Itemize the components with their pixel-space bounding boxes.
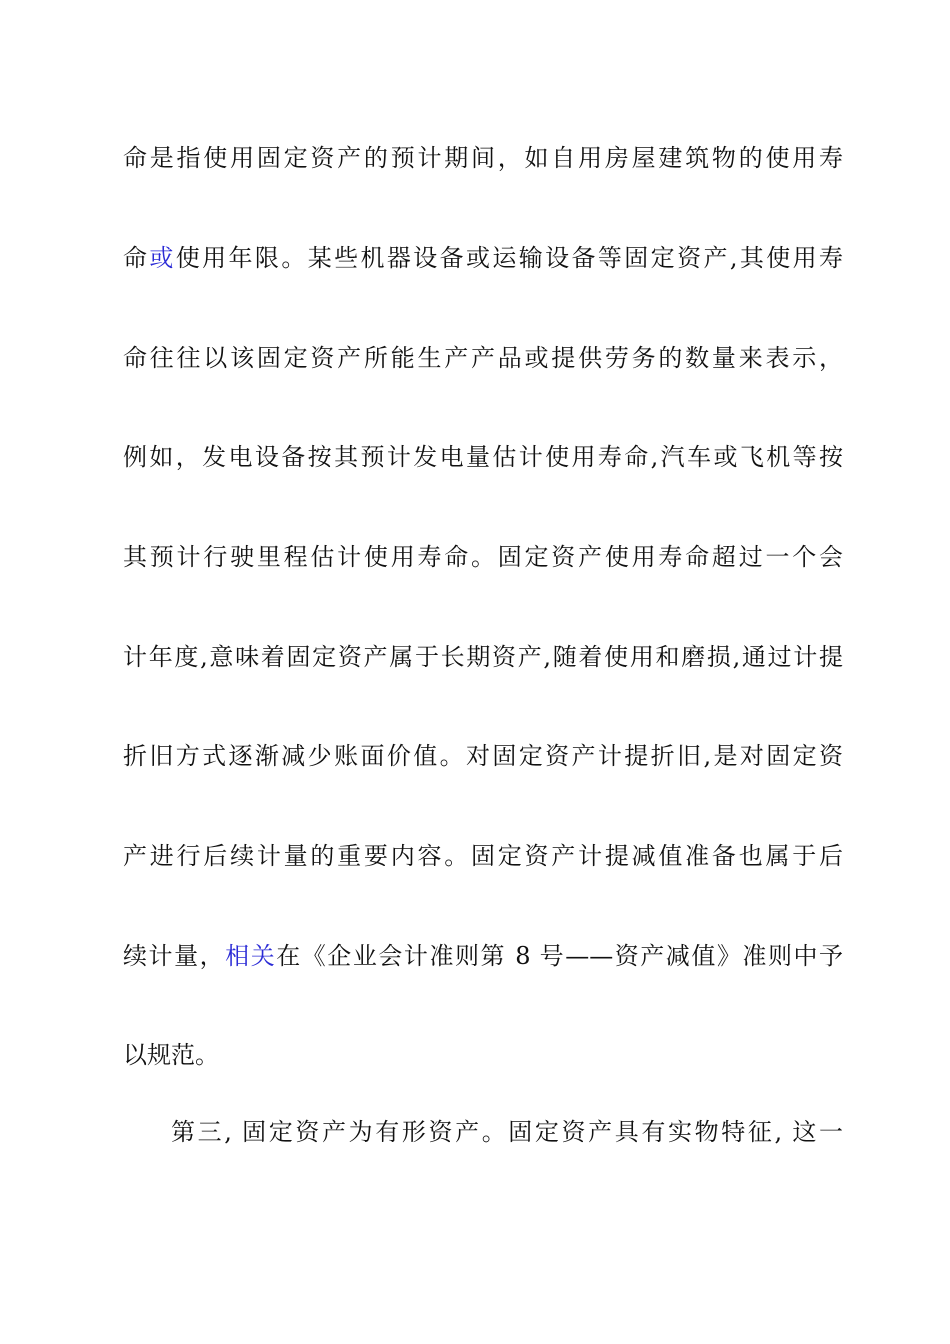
- text-segment: 使用年限。某些机器设备或运输设备等固定资产,其使用寿: [175, 244, 844, 272]
- text-line-5: [123, 541, 843, 573]
- text-segment: 命往往以该固定资产所能生产产品或提供劳务的数量来表示，: [123, 344, 843, 372]
- text-segment: 其预计行驶里程估计使用寿命。固定资产使用寿命超过一个会: [123, 543, 843, 571]
- text-segment: 以规范。: [123, 1041, 219, 1069]
- text-segment: 在《企业会计准则第 8 号——资产减值》准则中予: [276, 942, 844, 970]
- text-line-7: [123, 740, 843, 772]
- hyperlink-xiangguan[interactable]: 相关: [225, 942, 277, 970]
- text-segment: 续计量，: [123, 942, 226, 970]
- text-segment: 例如，发电设备按其预计发电量估计使用寿命,汽车或飞机等按: [123, 443, 843, 471]
- text-segment: 第三, 固定资产为有形资产。固定资产具有实物特征, 这一: [171, 1118, 843, 1146]
- hyperlink-huo[interactable]: 或: [149, 244, 176, 272]
- text-line-6: [123, 641, 843, 673]
- text-line-3: [123, 342, 843, 374]
- text-segment: 产进行后续计量的重要内容。固定资产计提减值准备也属于后: [123, 842, 843, 870]
- text-line-8: [123, 840, 843, 872]
- text-segment: 折旧方式逐渐减少账面价值。对固定资产计提折旧,是对固定资: [123, 742, 843, 770]
- text-line-9: [123, 940, 843, 972]
- text-line-2: [123, 242, 843, 274]
- text-line-10: [123, 1039, 843, 1071]
- text-segment: 命是指使用固定资产的预计期间，如自用房屋建筑物的使用寿: [123, 144, 843, 172]
- text-line-1: [123, 142, 843, 174]
- text-segment: 命: [123, 244, 150, 272]
- text-line-11: [123, 1116, 843, 1148]
- text-segment: 计年度,意味着固定资产属于长期资产,随着使用和磨损,通过计提: [123, 643, 843, 671]
- text-line-4: [123, 441, 843, 473]
